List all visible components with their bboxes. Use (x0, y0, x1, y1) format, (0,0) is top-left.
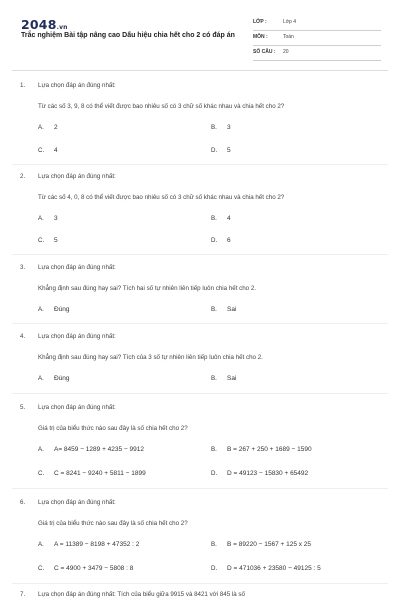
option-b[interactable] (211, 375, 236, 382)
option-text: 3 (227, 124, 231, 131)
option-key: B. (211, 124, 217, 131)
question-number: 6. (20, 499, 26, 506)
question-separator (12, 323, 388, 324)
option-c[interactable] (38, 565, 133, 572)
question-number: 3. (20, 264, 26, 271)
question-number: 4. (20, 333, 26, 340)
option-text: 4 (54, 147, 58, 154)
question-separator (12, 583, 388, 584)
question-number: 7. (20, 591, 26, 598)
option-key: B. (211, 541, 217, 548)
option-text: 2 (54, 124, 58, 131)
question-separator (12, 488, 388, 489)
question-text: Khẳng định sau đúng hay sai? Tích của 3 số tự nhiên liên tiếp luôn chia hết cho 2. (38, 354, 263, 361)
question-prompt: Lựa chọn đáp án đúng nhất: (38, 333, 116, 340)
meta-value: Lớp 4 (283, 19, 297, 25)
option-key: A. (38, 446, 44, 453)
option-b[interactable] (211, 124, 231, 131)
option-d[interactable] (211, 147, 231, 154)
question-text: Lựa chọn đáp án đúng nhất: Tích của biểu giữa 9915 và 8421 với 845 là số (38, 591, 245, 598)
question-separator (12, 164, 388, 165)
option-b[interactable] (211, 541, 311, 548)
option-text: Đúng (54, 375, 70, 382)
meta-panel (253, 16, 381, 61)
option-a[interactable] (38, 446, 144, 453)
logo-text: 2048 (21, 17, 57, 32)
question-prompt: Lựa chọn đáp án đúng nhất: (38, 499, 116, 506)
option-a[interactable] (38, 124, 58, 131)
option-d[interactable] (211, 565, 321, 572)
option-text: 3 (54, 215, 58, 222)
option-a[interactable] (38, 215, 58, 222)
option-text: A= 8459 − 1289 + 4235 − 9912 (54, 446, 145, 453)
option-key: C. (38, 470, 45, 477)
option-key: A. (38, 306, 44, 313)
option-key: A. (38, 541, 44, 548)
meta-label: LỚP : (253, 19, 267, 25)
option-text: A = 11389 − 8198 + 47352 : 2 (54, 541, 140, 548)
option-text: 4 (227, 215, 231, 222)
option-a[interactable] (38, 541, 139, 548)
meta-row-grade (253, 16, 381, 31)
option-text: C = 8241 − 9240 + 5811 − 1899 (54, 470, 146, 477)
option-text: Sai (227, 375, 237, 382)
question-number: 2. (20, 173, 26, 180)
option-key: B. (211, 375, 217, 382)
option-b[interactable] (211, 306, 236, 313)
option-text: 5 (54, 237, 58, 244)
meta-label: MÔN : (253, 34, 268, 40)
option-key: D. (211, 147, 218, 154)
option-key: C. (38, 147, 45, 154)
option-text: B = 267 + 250 + 1689 − 1590 (227, 446, 312, 453)
document-title: Trắc nghiệm Bài tập nâng cao Dấu hiệu chia hết cho 2 có đáp án (21, 32, 235, 39)
question-separator (12, 393, 388, 394)
meta-value: 20 (283, 49, 289, 55)
question-text: Từ các số 4, 0, 8 có thể viết được bao nhiêu số có 3 chữ số khác nhau và chia hết cho 2? (38, 194, 285, 201)
option-c[interactable] (38, 237, 58, 244)
option-text: Sai (227, 306, 237, 313)
meta-label: SỐ CÂU : (253, 49, 276, 55)
option-d[interactable] (211, 237, 231, 244)
option-key: A. (38, 124, 44, 131)
question-number: 1. (20, 82, 26, 89)
option-text: Đúng (54, 306, 70, 313)
option-key: B. (211, 215, 217, 222)
option-b[interactable] (211, 215, 231, 222)
option-key: C. (38, 237, 45, 244)
option-key: A. (38, 215, 44, 222)
option-d[interactable] (211, 470, 308, 477)
option-a[interactable] (38, 375, 70, 382)
option-key: D. (211, 565, 218, 572)
option-text: 6 (227, 237, 231, 244)
option-c[interactable] (38, 147, 58, 154)
question-text: Khẳng định sau đúng hay sai? Tích hai số tự nhiên liên tiếp luôn chia hết cho 2. (38, 285, 256, 292)
option-text: D = 49123 − 15830 + 65492 (227, 470, 309, 477)
meta-value: Toán (283, 34, 294, 40)
option-key: B. (211, 446, 217, 453)
option-key: C. (38, 565, 45, 572)
question-text: Giá trị của biểu thức nào sau đây là số chia hết cho 2? (38, 520, 188, 527)
option-c[interactable] (38, 470, 146, 477)
question-prompt: Lựa chọn đáp án đúng nhất: (38, 404, 116, 411)
question-prompt: Lựa chọn đáp án đúng nhất: (38, 173, 116, 180)
logo-suffix: .vn (56, 24, 68, 31)
option-key: B. (211, 306, 217, 313)
option-b[interactable] (211, 446, 312, 453)
question-number: 5. (20, 404, 26, 411)
question-prompt: Lựa chọn đáp án đúng nhất: (38, 264, 116, 271)
question-prompt: Lựa chọn đáp án đúng nhất: (38, 82, 116, 89)
option-text: 5 (227, 147, 231, 154)
question-separator (12, 254, 388, 255)
header-divider (12, 70, 388, 71)
option-key: A. (38, 375, 44, 382)
question-text: Giá trị của biểu thức nào sau đây là số chia hết cho 2? (38, 425, 188, 432)
option-text: C = 4900 + 3479 − 5808 : 8 (54, 565, 134, 572)
option-key: D. (211, 470, 218, 477)
option-key: D. (211, 237, 218, 244)
option-a[interactable] (38, 306, 70, 313)
site-logo[interactable] (21, 17, 68, 32)
option-text: D = 471036 + 23580 − 49125 : 5 (227, 565, 321, 572)
document-header (0, 0, 400, 66)
option-text: B = 89220 − 1567 + 125 x 25 (227, 541, 312, 548)
meta-row-count (253, 46, 381, 61)
question-text: Từ các số 3, 9, 8 có thể viết được bao nhiêu số có 3 chữ số khác nhau và chia hết cho 2? (38, 103, 285, 110)
meta-row-subject (253, 31, 381, 46)
